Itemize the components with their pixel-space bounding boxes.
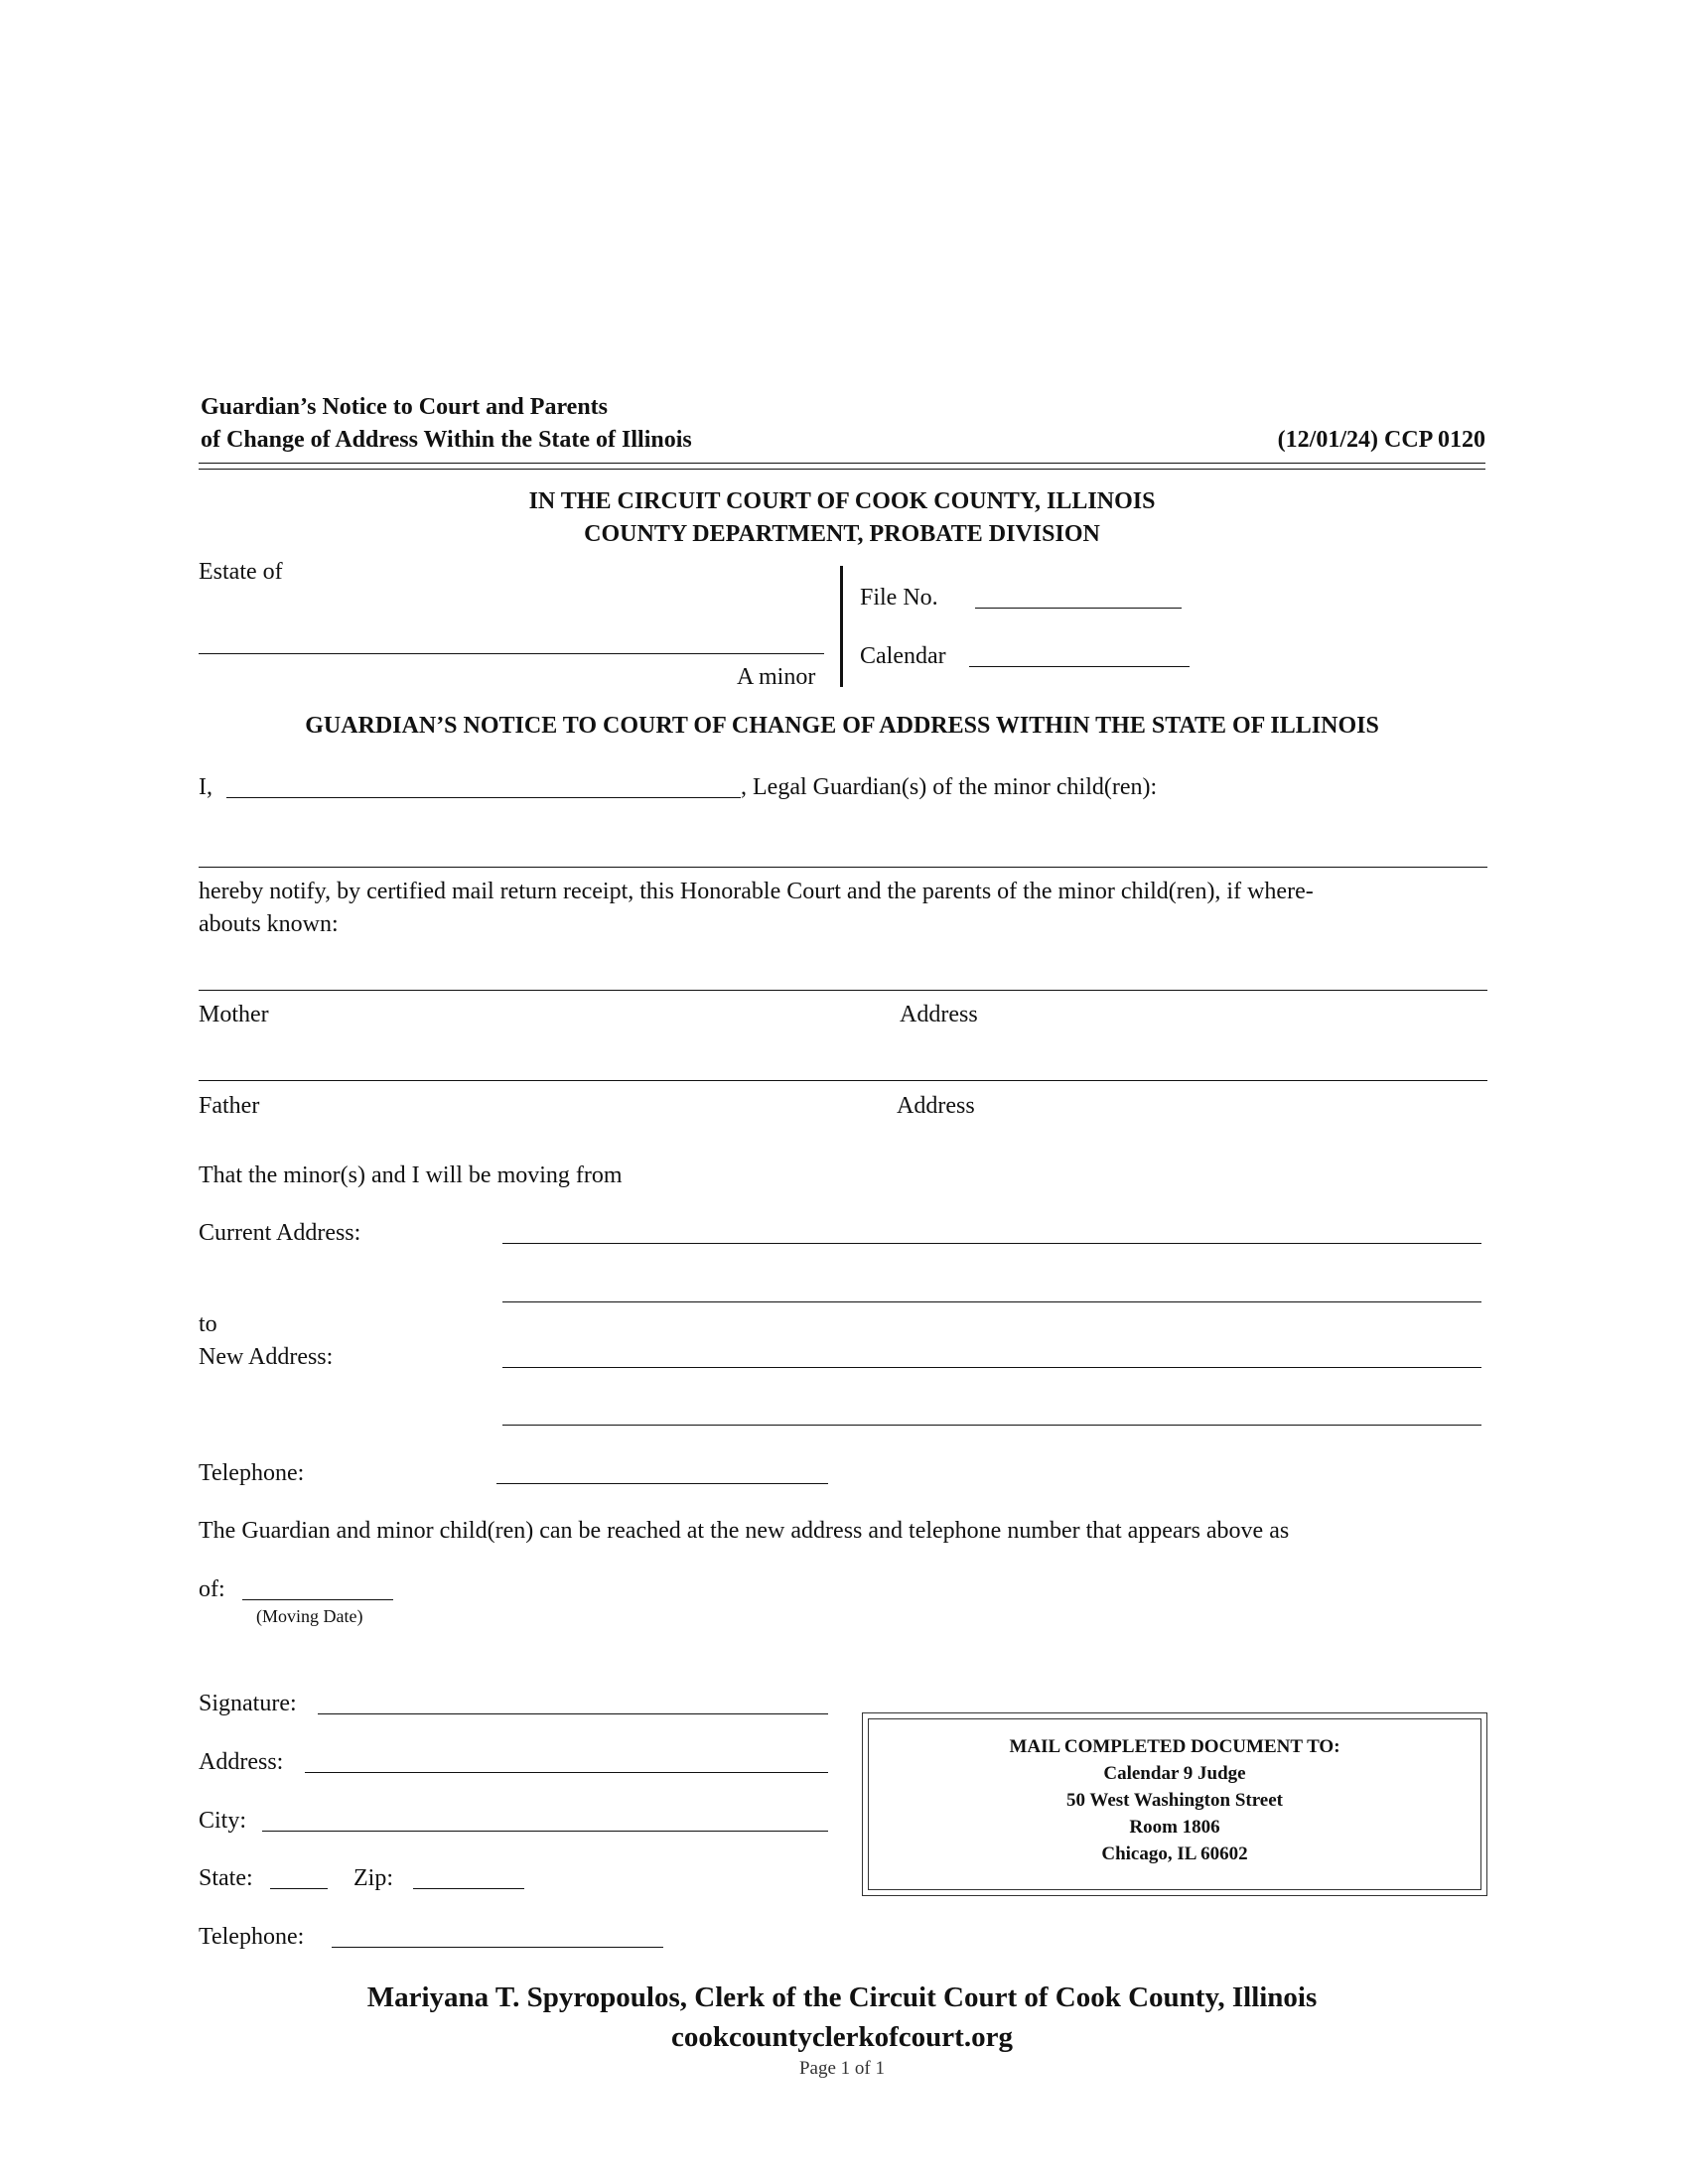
i-label: I,: [199, 774, 212, 800]
father-label: Father: [199, 1093, 260, 1119]
mail-heading: MAIL COMPLETED DOCUMENT TO:: [1009, 1736, 1340, 1757]
signature-label: Signature:: [199, 1691, 297, 1716]
mail-line2: 50 West Washington Street: [1066, 1790, 1283, 1811]
mother-label: Mother: [199, 1002, 269, 1027]
estate-of-label: Estate of: [199, 559, 283, 585]
mail-line1: Calendar 9 Judge: [1103, 1763, 1246, 1784]
reached-text: The Guardian and minor child(ren) can be reached at the new address and telephone number that appears above as: [199, 1518, 1290, 1544]
city-field[interactable]: [262, 1831, 828, 1832]
sig-address-field[interactable]: [305, 1772, 828, 1773]
file-no-field[interactable]: [975, 608, 1182, 609]
court-line2: COUNTY DEPARTMENT, PROBATE DIVISION: [584, 521, 1100, 547]
estate-name-field[interactable]: [199, 653, 824, 654]
telephone-label: Telephone:: [199, 1460, 305, 1486]
footer-clerk: Mariyana T. Spyropoulos, Clerk of the Circuit Court of Cook County, Illinois: [366, 1981, 1318, 2013]
court-line1: IN THE CIRCUIT COURT OF COOK COUNTY, ILLINOIS: [528, 488, 1156, 514]
signature-field[interactable]: [318, 1713, 828, 1714]
moving-from-text: That the minor(s) and I will be moving from: [199, 1162, 623, 1188]
moving-date-caption: (Moving Date): [256, 1606, 363, 1626]
state-field[interactable]: [270, 1888, 328, 1889]
page-number: Page 1 of 1: [798, 2058, 885, 2079]
legal-guardian-text: , Legal Guardian(s) of the minor child(ren):: [741, 774, 1158, 800]
mother-address-label: Address: [900, 1002, 978, 1027]
header-rule-bottom: [199, 469, 1485, 470]
sig-address-label: Address:: [199, 1749, 284, 1775]
mail-box: [862, 1712, 1487, 1896]
mother-field[interactable]: [199, 990, 1487, 991]
form-code: (12/01/24) CCP 0120: [1277, 427, 1485, 453]
father-field[interactable]: [199, 1080, 1487, 1081]
form-title-line2: of Change of Address Within the State of Illinois: [201, 427, 692, 453]
document-title: GUARDIAN’S NOTICE TO COURT OF CHANGE OF ADDRESS WITHIN THE STATE OF ILLINOIS: [305, 713, 1379, 739]
city-label: City:: [199, 1808, 247, 1834]
mail-line4: Chicago, IL 60602: [1101, 1843, 1248, 1864]
header-rule-top: [199, 463, 1485, 464]
notify-line1: hereby notify, by certified mail return receipt, this Honorable Court and the parents of the minor child(ren), if where-: [199, 879, 1314, 904]
calendar-label: Calendar: [860, 643, 946, 669]
current-address-label: Current Address:: [199, 1220, 361, 1246]
new-address-field-1[interactable]: [502, 1367, 1481, 1368]
mail-line3: Room 1806: [1129, 1817, 1220, 1838]
form-title-line1: Guardian’s Notice to Court and Parents: [201, 394, 608, 420]
state-label: State:: [199, 1865, 253, 1891]
notify-line2: abouts known:: [199, 911, 339, 937]
a-minor-label: A minor: [737, 664, 816, 690]
zip-label: Zip:: [353, 1865, 393, 1891]
current-address-field-2[interactable]: [502, 1301, 1481, 1302]
new-address-label: New Address:: [199, 1344, 334, 1370]
current-address-field-1[interactable]: [502, 1243, 1481, 1244]
zip-field[interactable]: [413, 1888, 524, 1889]
to-label: to: [199, 1311, 217, 1337]
footer-website[interactable]: cookcountyclerkofcourt.org: [671, 2021, 1013, 2053]
moving-date-field[interactable]: [242, 1599, 393, 1600]
minor-children-field[interactable]: [199, 867, 1487, 868]
sig-telephone-field[interactable]: [332, 1947, 663, 1948]
father-address-label: Address: [897, 1093, 975, 1119]
guardian-name-field[interactable]: [226, 797, 741, 798]
of-label: of:: [199, 1576, 225, 1602]
file-no-label: File No.: [860, 585, 938, 611]
telephone-field[interactable]: [496, 1483, 828, 1484]
caption-divider: [840, 566, 843, 687]
calendar-field[interactable]: [969, 666, 1190, 667]
sig-telephone-label: Telephone:: [199, 1924, 305, 1950]
new-address-field-2[interactable]: [502, 1425, 1481, 1426]
